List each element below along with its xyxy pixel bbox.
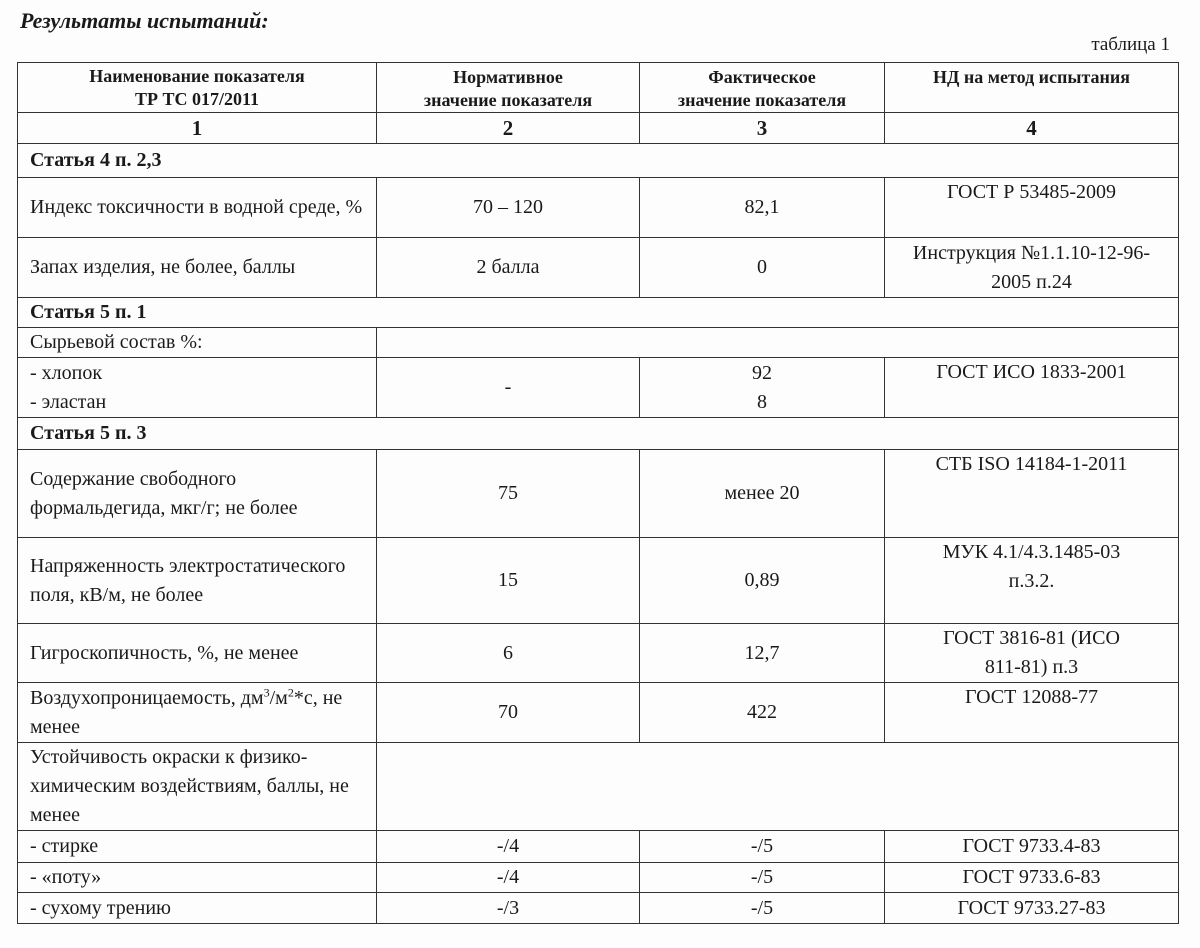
actual-value: -/5 <box>640 893 885 924</box>
actual-value: -/5 <box>640 831 885 863</box>
indicator-name: - «поту» <box>18 863 377 893</box>
indicator-name: Запах изделия, не более, баллы <box>18 238 377 298</box>
table-row <box>18 863 1179 893</box>
table-row <box>18 624 1179 683</box>
test-method: ГОСТ 3816-81 (ИСО 811-81) п.3 <box>885 624 1179 683</box>
empty-cell <box>377 328 1179 358</box>
table-row <box>18 358 1179 418</box>
indicator-name: Индекс токсичности в водной среде, % <box>18 178 377 238</box>
column-numbers-row <box>18 113 1179 144</box>
column-number: 3 <box>640 113 885 144</box>
header-norm: Нормативное значение показателя <box>377 63 640 113</box>
test-method: Инструкция №1.1.10-12-96-2005 п.24 <box>885 238 1179 298</box>
test-method: ГОСТ 9733.4-83 <box>885 831 1179 863</box>
indicator-name: - сухому трению <box>18 893 377 924</box>
empty-cell <box>377 743 1179 831</box>
test-results-table <box>17 62 1179 924</box>
norm-value: -/4 <box>377 831 640 863</box>
actual-value: 0 <box>640 238 885 298</box>
table-row <box>18 328 1179 358</box>
table-row <box>18 831 1179 863</box>
norm-value: 75 <box>377 450 640 538</box>
norm-value: -/4 <box>377 863 640 893</box>
section-heading: Статья 5 п. 1 <box>18 298 1179 328</box>
test-method: СТБ ISO 14184-1-2011 <box>885 450 1179 538</box>
column-number: 4 <box>885 113 1179 144</box>
norm-value: 70 – 120 <box>377 178 640 238</box>
actual-value: 0,89 <box>640 538 885 624</box>
test-method: ГОСТ Р 53485-2009 <box>885 178 1179 238</box>
section-row <box>18 144 1179 178</box>
actual-value: 422 <box>640 683 885 743</box>
table-label: таблица 1 <box>1091 34 1170 55</box>
header-indicator: Наименование показателя ТР ТС 017/2011 <box>18 63 377 113</box>
actual-value: 82,1 <box>640 178 885 238</box>
header-row <box>18 63 1179 113</box>
indicator-name: Воздухопроницаемость, $дм^3/м^2*с$, не менее <box>18 683 377 743</box>
test-method: ГОСТ 9733.27-83 <box>885 893 1179 924</box>
indicator-name: Гигроскопичность, %, не менее <box>18 624 377 683</box>
column-number: 2 <box>377 113 640 144</box>
actual-value: 12,7 <box>640 624 885 683</box>
section-row <box>18 418 1179 450</box>
header-method: НД на метод испытания <box>885 63 1179 113</box>
indicator-name: - стирке <box>18 831 377 863</box>
test-method: ГОСТ 12088-77 <box>885 683 1179 743</box>
table-row <box>18 238 1179 298</box>
table-row <box>18 538 1179 624</box>
indicator-name: Напряженность электростатического поля, кВ/м, не более <box>18 538 377 624</box>
indicator-name: Сырьевой состав %: <box>18 328 377 358</box>
norm-value: - <box>377 358 640 418</box>
norm-value: -/3 <box>377 893 640 924</box>
test-method: ГОСТ ИСО 1833-2001 <box>885 358 1179 418</box>
table-row <box>18 743 1179 831</box>
norm-value: 2 балла <box>377 238 640 298</box>
norm-value: 15 <box>377 538 640 624</box>
norm-value: 6 <box>377 624 640 683</box>
actual-value: менее 20 <box>640 450 885 538</box>
table-row <box>18 178 1179 238</box>
norm-value: 70 <box>377 683 640 743</box>
test-method: МУК 4.1/4.3.1485-03 п.3.2. <box>885 538 1179 624</box>
indicator-name: - хлопок - эластан <box>18 358 377 418</box>
table-row <box>18 450 1179 538</box>
header-actual: Фактическое значение показателя <box>640 63 885 113</box>
actual-value: -/5 <box>640 863 885 893</box>
section-heading: Статья 4 п. 2,3 <box>18 144 1179 178</box>
section-title: Результаты испытаний: <box>20 8 269 33</box>
section-row <box>18 298 1179 328</box>
indicator-name: Содержание свободного формальдегида, мкг/г; не более <box>18 450 377 538</box>
section-heading: Статья 5 п. 3 <box>18 418 1179 450</box>
actual-value: 92 8 <box>640 358 885 418</box>
table-row <box>18 683 1179 743</box>
test-method: ГОСТ 9733.6-83 <box>885 863 1179 893</box>
column-number: 1 <box>18 113 377 144</box>
table-row <box>18 893 1179 924</box>
indicator-name: Устойчивость окраски к физико-химическим воздействиям, баллы, не менее <box>18 743 377 831</box>
